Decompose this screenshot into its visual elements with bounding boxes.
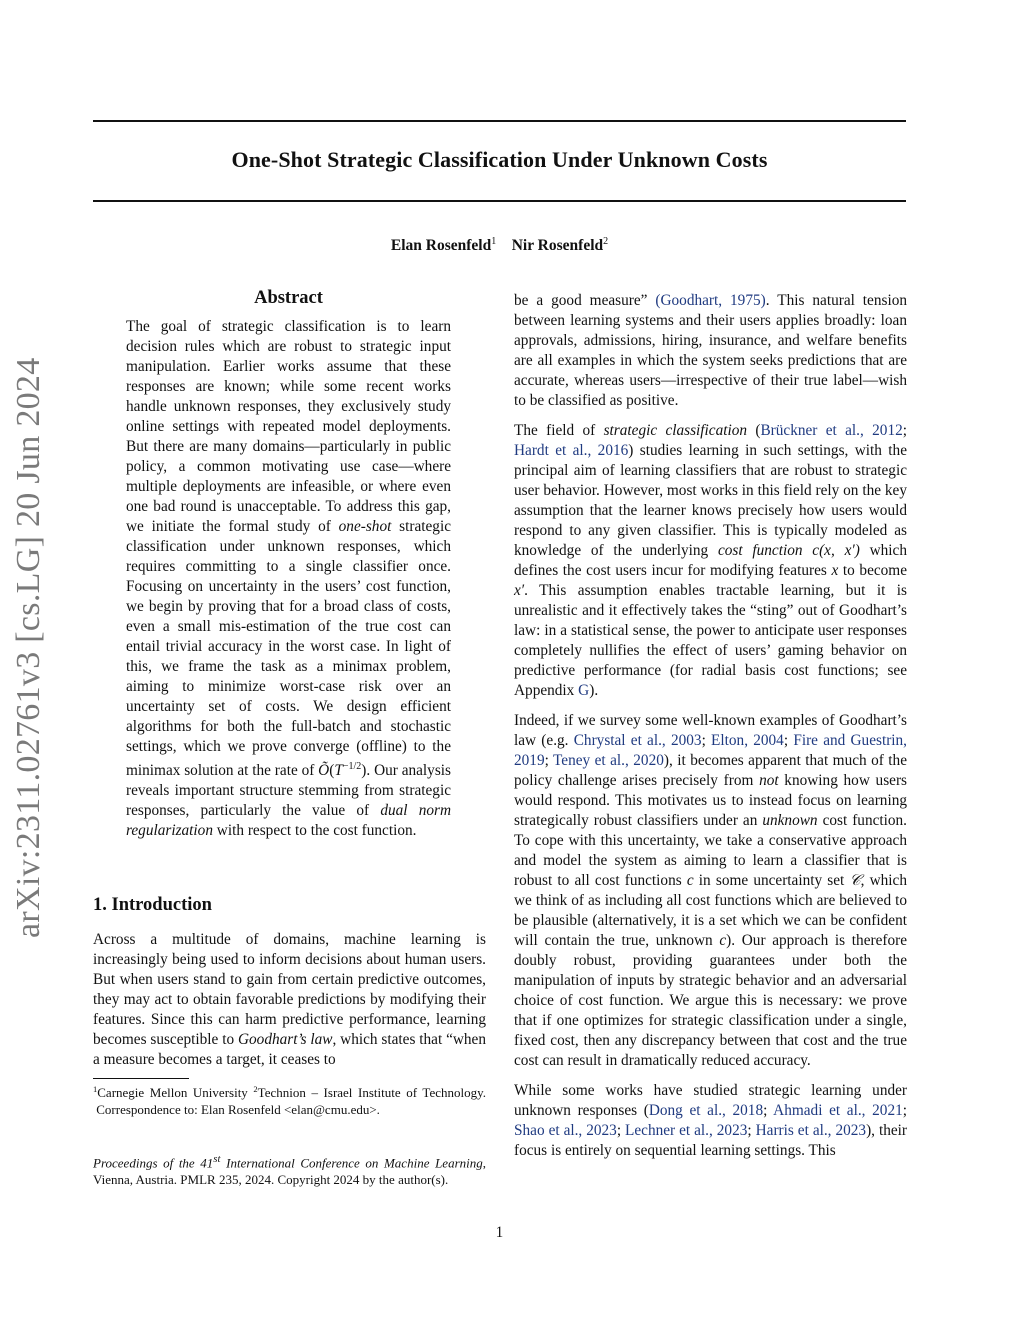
citation-link[interactable]: Brückner et al., 2012 [760, 422, 903, 439]
citation-link[interactable]: Fire and Guestrin, 2019 [514, 732, 908, 769]
affiliation-text: Carnegie Mellon University [97, 1085, 248, 1100]
paragraph: Indeed, if we survey some well-known examples of Goodhart’s law (e.g. Chrystal et al., 2003; Elton, 2004; Fire and Guestrin, 2019; Teney et al., 2020), it becomes apparent that much of the policy challenge arises precisely from not knowing how users would respond. This motivates us to instead focus on learning strategically robust classifiers under an unknown cost function. To cope with this uncertainty, we take a conservative approach and model the system as aiming to learn a classifier that is robust to all cost functions c in some uncertainty set 𝒞, which we think of as including all cost functions which are believed to be plausible (alternatively, it is a set which we can be confident will contain the true, unknown c). Our approach is therefore doubly robust, providing guarantees under both the manipulation of inputs by strategic behavior and an adversarial choice of cost function. We argue this is necessary: we prove that if one optimizes for strategic classification under a single, fixed cost, then any discrepancy between that cost and the true cost can result in dramatically reduced accuracy. [514, 712, 908, 1069]
abstract-text: . Our analysis reveals important structure stemming from strategic responses, particularly the value of [126, 762, 451, 820]
citation-link[interactable]: Teney et al., 2020 [553, 752, 664, 769]
abstract-text: strategic classification under unknown responses, which requires committing to a single classifier once. Focusing on uncertainty in the users’ cost function, we begin by proving that for a broad class of costs, even a small mis-estimation of the true cost can entail trivial accuracy in the worst case. In light of this, we frame the task as a minimax problem, aiming to minimize worst-case risk over an uncertainty set of costs. We design efficient algorithms for both the full-batch and stochastic settings, which we prove converge (offline) to the minimax solution at the rate of [126, 518, 451, 780]
arxiv-stamp: arXiv:2311.02761v3 [cs.LG] 20 Jun 2024 [10, 357, 47, 938]
abstract-text: with respect to the cost function. [212, 822, 417, 840]
intro-emphasis: Goodhart’s law [237, 1031, 333, 1048]
paper-title: One-Shot Strategic Classification Under Unknown Costs [231, 147, 768, 172]
author-affiliation-mark: 2 [603, 236, 609, 247]
intro-text: , which states that “when a measure becomes a target, it ceases to [93, 1031, 486, 1068]
citation-link[interactable]: Shao et al., 2023 [514, 1122, 617, 1139]
footnote-mark: 2 [253, 1084, 258, 1094]
author-list [93, 236, 906, 255]
paragraph: While some works have studied strategic learning under unknown responses (Dong et al., 2018; Ahmadi et al., 2021; Shao et al., 2023; Lechner et al., 2023; Harris et al., 2023), their focus is entirely on sequential learning settings. This [514, 1082, 907, 1159]
citation-link[interactable]: Ahmadi et al., 2021 [773, 1102, 903, 1119]
footnote-rule [93, 1078, 189, 1079]
appendix-link[interactable]: G [578, 682, 590, 699]
affiliation-footnote [93, 1081, 486, 1118]
citation-link[interactable]: Elton, 2004 [711, 732, 784, 749]
math-expression: c(x, x′) [812, 542, 860, 559]
abstract-emphasis: one-shot [338, 518, 392, 535]
rate-formula: $Õ(T^{-1/2})$ [318, 761, 367, 780]
title-bottom-rule [93, 200, 906, 202]
author-affiliation-mark: 1 [491, 236, 497, 247]
citation-link[interactable]: Lechner et al., 2023 [625, 1122, 748, 1139]
citation-link[interactable]: Harris et al., 2023 [755, 1122, 867, 1139]
paragraph: The field of strategic classification (Brückner et al., 2012; Hardt et al., 2016) studies learning in such settings, with the principal aim of learning classifiers that are robust to strategic user behavior. However, most works in this field rely on the key assumption that the learner knows precisely how users would respond to any given classifier. This is typically modeled as knowledge of the underlying cost function c(x, x′) which defines the cost users incur for modifying features x to become x′. This assumption enables tractable learning, but it is unrealistic and it effectively takes the “sting” out of Goodhart’s law: in a statistical sense, the power to anticipate user responses completely nullifies the effect of users’ gaming behavior on predictive performance (for radial basis cost functions; see Appendix G). [514, 422, 907, 699]
page-number: 1 [495, 1224, 504, 1241]
footnote-mark: 1 [93, 1084, 98, 1094]
proceedings-text: , Vienna, Austria. PMLR 235, 2024. Copyright 2024 by the author(s). [93, 1155, 486, 1187]
citation-link[interactable]: Chrystal et al., 2003 [573, 732, 702, 749]
citation-link[interactable]: (Goodhart, 1975) [655, 292, 766, 309]
proceedings-note [93, 1151, 486, 1188]
title-top-rule [93, 120, 906, 122]
right-column [514, 291, 907, 1171]
abstract-emphasis: dual norm regularization [126, 802, 451, 840]
conference-name: International Conference on Machine Learning [220, 1155, 483, 1171]
proceedings-text: Proceedings of the [93, 1155, 201, 1171]
author-name: Elan Rosenfeld [390, 237, 492, 254]
affiliation-text: Technion – Israel Institute of Technology. [257, 1085, 487, 1100]
section-heading-introduction: 1. Introduction [93, 895, 212, 915]
citation-link[interactable]: Hardt et al., 2016 [514, 442, 629, 459]
paragraph: be a good measure” (Goodhart, 1975). This natural tension between learning systems and their users applies broadly: loan approvals, admissions, hiring, insurance, and welfare benefits are all examples in which the system seeks predictions that are accurate, whereas users—irrespective of their true label—wish to be classified as positive. [514, 292, 907, 409]
citation-link[interactable]: Dong et al., 2018 [648, 1102, 764, 1119]
proceedings-number: 41 [200, 1155, 214, 1171]
intro-text: Across a multitude of domains, machine learning is increasingly being used to inform decisions about human users. But when users stand to gain from certain predictive outcomes, they may act to obtain favorable predictions by modifying their features. Since this can harm predictive performance, learning becomes susceptible to [93, 931, 486, 1048]
author-name: Nir Rosenfeld [511, 237, 604, 254]
proceedings-ordinal: st [213, 1153, 221, 1165]
abstract-body [126, 317, 451, 841]
abstract-heading: Abstract [254, 288, 323, 308]
introduction-body [93, 930, 486, 1070]
abstract-text: The goal of strategic classification is to learn decision rules which are robust to strategic input manipulation. Earlier works assume that these responses are known; while some recent works handle unknown responses, they exclusively study online settings with repeated model deployments. But there are many domains—particularly in public policy, a common motivating use case—where multiple deployments are infeasible, or where even one bad round is unacceptable. To address this gap, we initiate the formal study of [126, 318, 451, 535]
correspondence-text: Correspondence to: Elan Rosenfeld <elan@cmu.edu>. [96, 1101, 380, 1117]
